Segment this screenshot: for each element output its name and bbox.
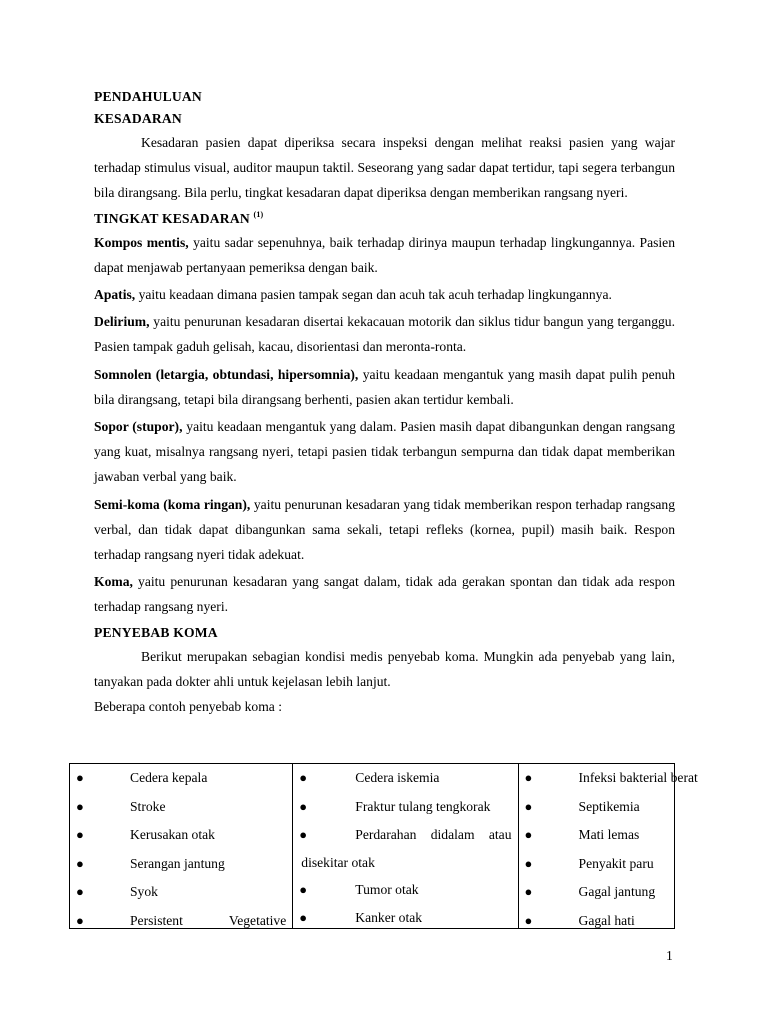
cause-label: Kanker otak [355, 910, 423, 926]
cause-label: Gagal hati [578, 912, 635, 928]
list-item [70, 907, 292, 936]
causes-column-3 [518, 764, 698, 928]
causes-table [69, 763, 698, 929]
cause-label: Syok [130, 884, 158, 900]
level-term: Semi-koma (koma ringan), [94, 496, 251, 512]
cause-label-part: Vegetative [228, 912, 287, 928]
bullet-icon: ● [524, 770, 533, 785]
level-description: yaitu penurunan kesadaran yang tidak memberikan respon terhadap rangsang verbal, dan tidak dapat dibangunkan sama sekali, tetapi refleks (kornea, pupil) masih baik. Respon terhadap rangsang nyeri tidak adekuat. [94, 496, 675, 563]
kesadaran-paragraph: Kesadaran pasien dapat diperiksa secara inspeksi dengan melihat reaksi pasien yang wajar terhadap stimulus visual, auditor maupun taktil. Seseorang yang sadar dapat tertidur, tapi segera terbangun bila dirangsang. Bila perlu, tingkat kesadaran dapat diperiksa dengan memberikan rangsang nyeri. [94, 135, 675, 201]
reference-marker: (1) [253, 209, 264, 219]
list-item [70, 821, 292, 850]
bullet-icon: ● [524, 827, 533, 843]
cause-label: Gagal jantung [578, 884, 656, 900]
cause-label: Serangan jantung [130, 855, 225, 871]
level-description: yaitu keadaan dimana pasien tampak segan dan acuh tak acuh terhadap lingkungannya. [138, 287, 612, 303]
cause-label: Infeksi bakterial berat [578, 770, 698, 785]
level-description: yaitu keadaan mengantuk yang masih dapat pulih penuh bila dirangsang, tetapi bila dirangsang berhenti, pasien akan tertidur kembali. [94, 366, 675, 407]
cause-label: Septikemia [578, 798, 640, 814]
kesadaran-heading: KESADARAN [94, 111, 182, 126]
list-item [519, 793, 674, 822]
bullet-icon: ● [299, 798, 308, 814]
causes-column-1 [70, 764, 292, 928]
level-sopor [94, 414, 675, 490]
level-description: yaitu penurunan kesadaran disertai kekacauan motorik dan siklus tidur bangun yang terganggu. Pasien tampak gaduh gelisah, kacau, disorientasi dan meronta-ronta. [94, 314, 676, 355]
cause-label: Cedera kepala [130, 770, 208, 785]
bullet-icon: ● [76, 912, 84, 928]
level-term: Kompos mentis, [94, 234, 189, 250]
level-description: yaitu penurunan kesadaran yang sangat dalam, tidak ada gerakan spontan dan tidak ada respon terhadap rangsang nyeri. [94, 574, 675, 615]
cause-label: Stroke [130, 798, 166, 814]
cause-label [355, 821, 511, 850]
cause-label-part: didalam [430, 827, 475, 843]
list-item [519, 821, 674, 850]
cause-label-part: Persistent [130, 912, 183, 928]
level-description: yaitu sadar sepenuhnya, baik terhadap dirinya maupun terhadap lingkungannya. Pasien dapat menjawab pertanyaan pemeriksa dengan baik. [94, 234, 676, 275]
level-apatis [94, 282, 675, 307]
bullet-icon: ● [76, 884, 84, 900]
list-item [293, 764, 517, 793]
cause-label: Tumor otak [355, 881, 419, 897]
list-item [293, 904, 517, 933]
bullet-icon: ● [76, 827, 84, 843]
level-description: yaitu keadaan mengantuk yang dalam. Pasien masih dapat dibangunkan dengan rangsang yang kuat, misalnya rangsang nyeri, tetapi pasien tidak terbangun sempurna dan tidak dapat memberikan jawaban verbal yang baik. [94, 419, 675, 485]
list-item [519, 850, 674, 879]
level-somnolen [94, 362, 675, 412]
list-item [70, 764, 292, 793]
bullet-icon: ● [299, 881, 308, 897]
level-term: Sopor (stupor), [94, 419, 183, 435]
level-kompos-mentis [94, 230, 675, 280]
causes-list-intro: Beberapa contoh penyebab koma : [94, 699, 282, 715]
bullet-icon: ● [524, 798, 533, 814]
cause-label-part: Perdarahan [355, 827, 417, 843]
bullet-icon: ● [524, 884, 533, 900]
bullet-icon: ● [299, 910, 308, 926]
list-item [519, 764, 698, 793]
cause-label: Penyakit paru [578, 855, 654, 871]
level-term: Somnolen (letargia, obtundasi, hipersomnia), [94, 366, 359, 382]
list-item [293, 821, 517, 850]
level-term: Delirium, [94, 314, 150, 330]
level-term: Koma, [94, 574, 133, 590]
list-item [519, 907, 674, 936]
level-semi-koma [94, 492, 675, 568]
bullet-icon: ● [299, 827, 308, 843]
cause-label: Fraktur tulang tengkorak [355, 798, 491, 814]
causes-column-2 [292, 764, 517, 928]
list-item [519, 878, 674, 907]
list-item [293, 876, 517, 905]
cause-label-part: atau [488, 827, 512, 843]
bullet-icon: ● [76, 770, 84, 785]
tingkat-kesadaran-heading [94, 208, 675, 230]
list-item [70, 878, 292, 907]
penyebab-koma-heading: PENYEBAB KOMA [94, 624, 218, 640]
cause-label-continuation: disekitar otak [301, 854, 375, 870]
cause-label: Mati lemas [578, 827, 640, 843]
level-delirium [94, 309, 675, 359]
cause-label: Kerusakan otak [130, 827, 215, 843]
list-item [70, 793, 292, 822]
list-item [293, 793, 517, 822]
level-koma [94, 569, 675, 619]
cause-label [130, 907, 286, 936]
penyebab-koma-paragraph: Berikut merupakan sebagian kondisi medis penyebab koma. Mungkin ada penyebab yang lain, tanyakan pada dokter ahli untuk kejelasan lebih lanjut. [94, 648, 675, 689]
level-term: Apatis, [94, 287, 136, 303]
tingkat-kesadaran-heading-text: TINGKAT KESADARAN [94, 210, 250, 226]
list-item [70, 850, 292, 879]
document-title: PENDAHULUAN [94, 89, 202, 104]
bullet-icon: ● [524, 912, 533, 928]
bullet-icon: ● [524, 855, 533, 871]
page-number: 1 [666, 948, 673, 963]
bullet-icon: ● [76, 798, 84, 814]
document-page [94, 86, 675, 718]
bullet-icon: ● [299, 770, 308, 785]
bullet-icon: ● [76, 855, 84, 871]
cause-label: Cedera iskemia [355, 770, 440, 785]
